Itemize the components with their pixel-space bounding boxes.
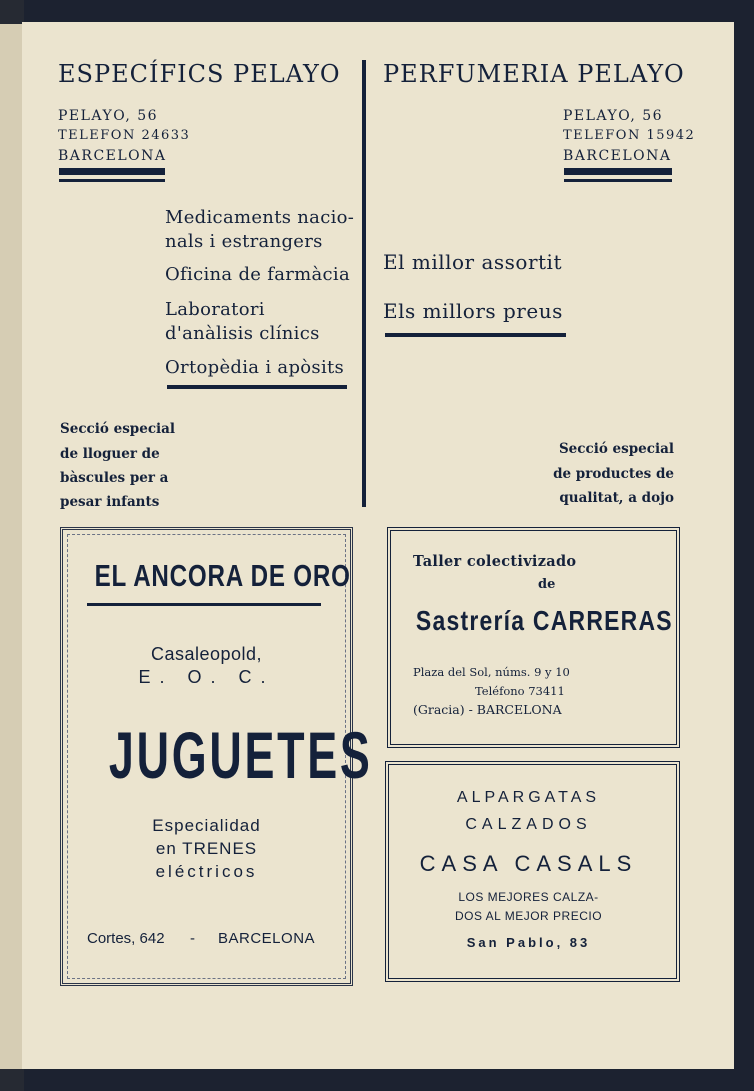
service-line: Medicaments nacio- bbox=[165, 207, 355, 228]
ancora-title: EL ANCORA DE ORO bbox=[94, 558, 351, 593]
service-line: Oficina de farmàcia bbox=[165, 264, 351, 285]
carreras-line1: Taller colectivizado bbox=[413, 553, 577, 570]
perfumeria-special-line: de productes de bbox=[553, 466, 674, 482]
carreras-phone: Teléfono 73411 bbox=[475, 684, 565, 698]
especifics-rule-thin bbox=[59, 179, 165, 182]
special-line: Secció especial bbox=[60, 421, 176, 437]
perfumeria-special-line: Secció especial bbox=[558, 441, 674, 457]
perfumeria-slogan: Els millors preus bbox=[383, 299, 563, 323]
services-rule bbox=[167, 385, 347, 389]
perfumeria-rule-thin bbox=[564, 179, 672, 182]
special-line: de lloguer de bbox=[60, 446, 160, 462]
perfumeria-phone: TELEFON 15942 bbox=[563, 128, 696, 143]
carreras-city: (Gracia) - BARCELONA bbox=[413, 702, 562, 717]
special-line: pesar infants bbox=[60, 494, 160, 510]
service-line: nals i estrangers bbox=[165, 231, 323, 252]
especifics-street: PELAYO, 56 bbox=[58, 108, 159, 124]
slogans-rule bbox=[385, 333, 566, 337]
ancora-product: JUGUETES bbox=[108, 718, 373, 792]
casals-slogan: LOS MEJORES CALZA- bbox=[458, 890, 599, 904]
casals-slogan: DOS AL MEJOR PRECIO bbox=[454, 909, 603, 923]
perfumeria-special-line: qualitat, a dojo bbox=[559, 490, 674, 506]
perfumeria-rule-thick bbox=[564, 168, 672, 175]
casals-line2: CALZADOS bbox=[465, 816, 592, 833]
carreras-line2: de bbox=[538, 577, 556, 592]
especifics-phone: TELEFON 24633 bbox=[58, 128, 191, 143]
perfumeria-slogan: El millor assortit bbox=[383, 250, 562, 274]
ancora-specialty: en TRENES bbox=[155, 839, 258, 858]
perfumeria-city: BARCELONA bbox=[563, 148, 672, 164]
service-line: Ortopèdia i apòsits bbox=[165, 357, 345, 378]
especifics-title: ESPECÍFICS PELAYO bbox=[58, 60, 341, 88]
ancora-specialty: eléctricos bbox=[155, 862, 258, 881]
center-divider bbox=[362, 60, 366, 507]
perfumeria-street: PELAYO, 56 bbox=[563, 108, 664, 124]
ancora-owner: Casaleopold, bbox=[150, 644, 263, 664]
casals-name: CASA CASALS bbox=[419, 851, 638, 876]
especifics-city: BARCELONA bbox=[58, 148, 167, 164]
especifics-rule-thick bbox=[59, 168, 165, 175]
perfumeria-title: PERFUMERIA PELAYO bbox=[383, 60, 685, 88]
magazine-page bbox=[22, 22, 734, 1069]
carreras-name: Sastrería CARRERAS bbox=[415, 605, 673, 636]
ad-casa-casals bbox=[385, 761, 680, 982]
ancora-address-street: Cortes, 642 bbox=[87, 930, 165, 947]
service-line: d'anàlisis clínics bbox=[165, 323, 320, 344]
ad-ancora-de-oro bbox=[60, 527, 373, 986]
carreras-address: Plaza del Sol, núms. 9 y 10 bbox=[413, 665, 570, 679]
ancora-owner-initials: E. O. C. bbox=[138, 667, 275, 687]
ancora-address-separator: - bbox=[190, 930, 195, 947]
ancora-specialty: Especialidad bbox=[152, 816, 261, 835]
ancora-title-rule bbox=[87, 603, 321, 606]
ad-sastreria-carreras bbox=[387, 527, 680, 748]
ancora-address-city: BARCELONA bbox=[218, 930, 316, 947]
special-line: bàscules per a bbox=[60, 470, 169, 486]
casals-address: San Pablo, 83 bbox=[466, 935, 591, 950]
service-line: Laboratori bbox=[165, 299, 265, 320]
casals-line1: ALPARGATAS bbox=[456, 789, 601, 806]
